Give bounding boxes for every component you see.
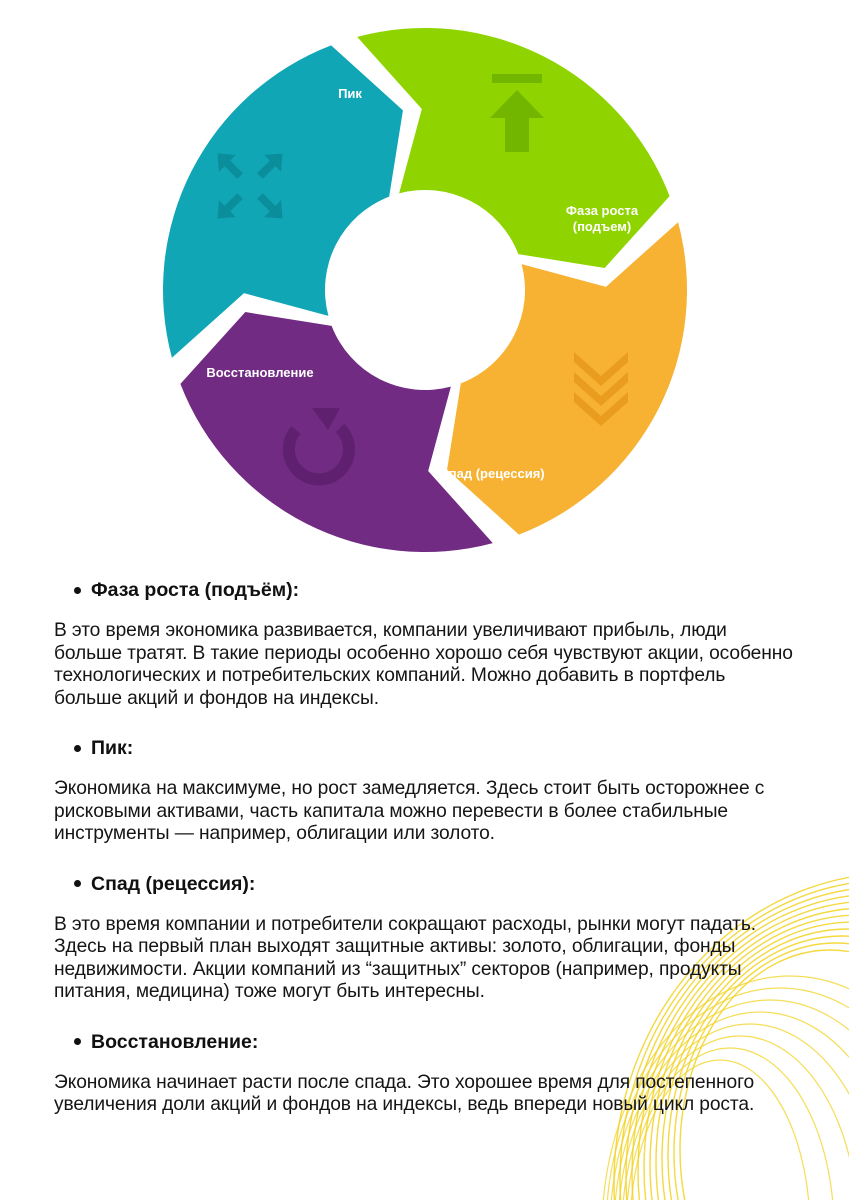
bullet [74,745,81,752]
section-text: Экономика на максимуме, но рост замедляется. Здесь стоит быть осторожнее с рисковыми активами, часть капитала можно перевести в более стабильные инструменты — например, облигации или золото. [54,778,765,844]
section-growth [54,574,794,710]
section-text: В это время экономика развивается, компании увеличивают прибыль, люди больше тратят. В такие периоды особенно хорошо себя чувствуют акции, особенно технологических и потребительских компаний. Можно добавить в портфель больше акций и фондов на индексы. [54,620,793,709]
bullet [74,1038,81,1045]
section-peak [54,732,794,846]
heading-text: Фаза роста (подъём): [91,579,300,601]
cycle-segment-label: Фаза роста (подъем) [565,203,639,234]
section-heading [54,732,794,764]
section-recession [54,868,794,1004]
heading-text: Восстановление: [91,1030,259,1053]
bullet [74,880,81,887]
bullet [74,587,81,594]
section-heading [54,574,794,606]
cycle-segment-label: Пик [338,86,362,101]
cycle-segment-label: Спад (рецессия) [439,466,545,481]
cycle-segment-label: Восстановление [206,365,314,380]
section-recovery [54,1026,794,1117]
section-heading [54,1026,794,1058]
section-heading [54,868,794,900]
heading-text: Спад (рецессия): [91,872,256,895]
section-text: В это время компании и потребители сокращают расходы, рынки могут падать. Здесь на первый план выходят защитные активы: золото, облигации, фонды недвижимости. Акции компаний из “защитных” секторов (например, продукты питания, медицина) тоже могут быть интересны. [54,913,756,1002]
content [54,574,794,1139]
section-text: Экономика начинает расти после спада. Это хорошее время для постепенного увеличения доли акций и фондов на индексы, ведь впереди новый цикл роста. [54,1071,755,1115]
heading-text: Пик: [91,737,134,759]
